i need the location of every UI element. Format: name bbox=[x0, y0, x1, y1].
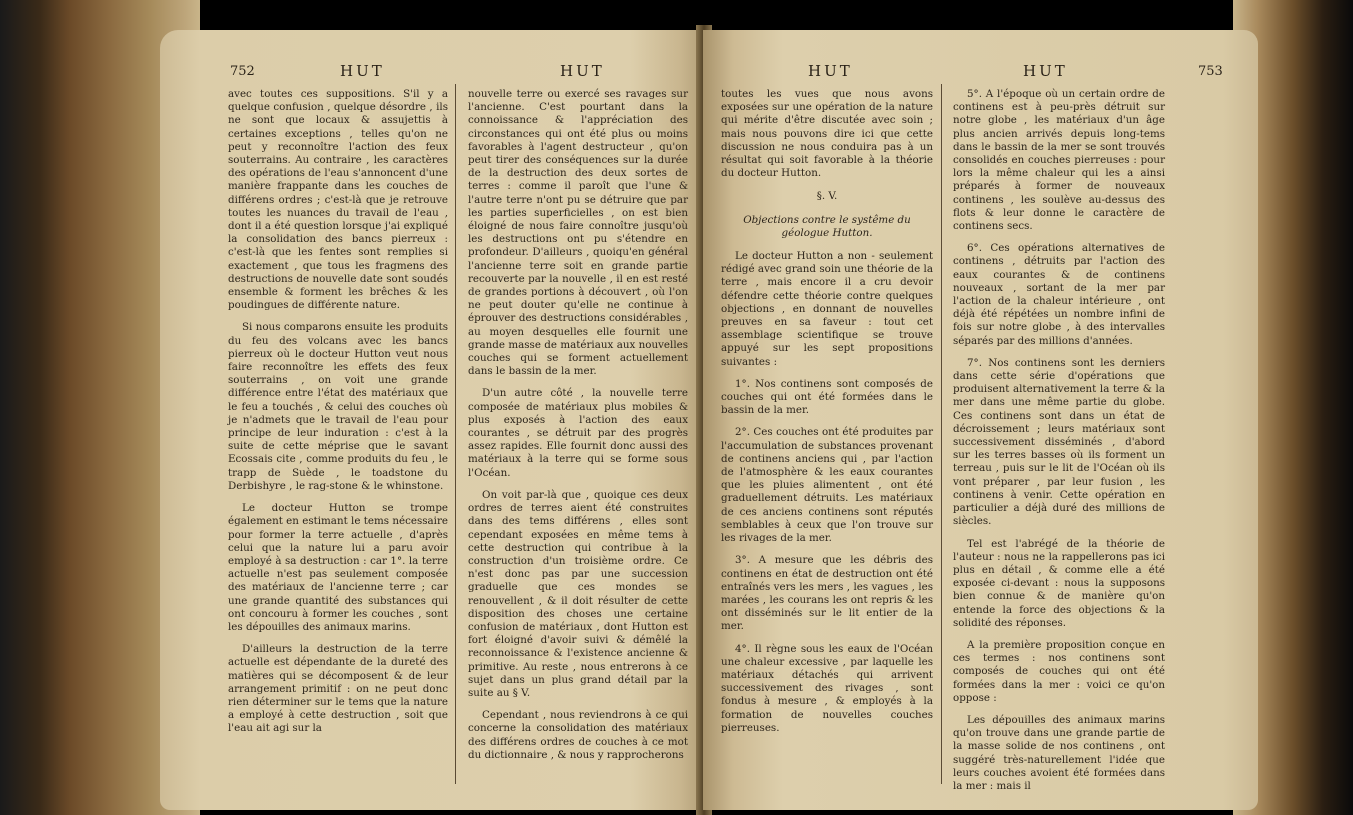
paragraph: D'ailleurs la destruction de la terre actuelle est dépendante de la dureté des matières qui se décomposent & de leur arrangement primitif : on ne peut donc rien déterminer sur le tems que la nature a employé à cette destruction , soit que l'eau ait agi sur la bbox=[228, 643, 448, 735]
left-page-column-2 bbox=[468, 88, 688, 771]
paragraph: Les dépouilles des animaux marins qu'on trouve dans une grande partie de la masse solide de nos continens , ont suggéré très-naturellement l'idée que leurs couches avoient été formées dans la mer : mais il bbox=[953, 713, 1165, 792]
paragraph: 2°. Ces couches ont été produites par l'accumulation de substances provenant de continens anciens qui , par l'action de l'atmosphère & les eaux courantes que les pluies alimentent , ont été graduellement détruits. Les matériaux de ces anciens continens sont réputés semblables à ceux que l'on trouve sur les rivages de la mer. bbox=[721, 426, 933, 545]
running-head-left-1: HUT bbox=[340, 62, 385, 80]
page-number-left: 752 bbox=[230, 64, 255, 79]
paragraph: 6°. Ces opérations alternatives de continens , détruits par l'action des eaux courantes & de continens nouveaux , sortant de la mer par l'action de la chaleur intérieure , ont déjà été répétées un nombre infini de fois sur notre globe , à des intervalles séparés par des millions d'années. bbox=[953, 242, 1165, 347]
section-heading: §. V. bbox=[816, 190, 838, 203]
paragraph: toutes les vues que nous avons exposées sur une opération de la nature qui mérite d'être discutée avec soin ; mais nous pouvons dire ici que cette discussion ne nous conduira pas à un résultat qui soit favorable à la théorie du docteur Hutton. bbox=[721, 88, 933, 180]
page-number-right: 753 bbox=[1198, 64, 1223, 79]
column-rule bbox=[941, 84, 942, 784]
right-page-column-2 bbox=[953, 88, 1165, 802]
right-page-column-1 bbox=[721, 88, 933, 744]
paragraph: Cependant , nous reviendrons à ce qui concerne la consolidation des matériaux des différens ordres de couches à ce mot du dictionnaire , & nous y rapprocherons bbox=[468, 709, 688, 761]
paragraph: nouvelle terre ou exercé ses ravages sur l'ancienne. C'est pourtant dans la connoissance & l'appréciation des circonstances qui ont été plus ou moins favorables à l'agent destructeur , qu'on peut tirer des conséquences sur la durée de la destruction des deux sortes de terres : comme il paroît que l'une & l'autre terre n'ont pu se détruire que par les parties superficielles , on est bien éloigné de nous faire connoître jusqu'où les destructions ont pu s'étendre en profondeur. D'ailleurs , quoiqu'en général l'ancienne terre soit en grande partie recouverte par la nouvelle , il en est resté de grandes portions à découvert , où l'on ne peut douter qu'elle ne continue à éprouver des destructions considérables , au moyen desquelles elle fournit une grande masse de matériaux aux nouvelles couches qui se forment actuellement dans le bassin de la mer. bbox=[468, 88, 688, 378]
paragraph: Le docteur Hutton a non - seulement rédigé avec grand soin une théorie de la terre , mais encore il a cru devoir défendre cette théorie contre quelques objections , en donnant de nouvelles preuves en sa faveur : tout cet assemblage scientifique se trouve appuyé sur les sept propositions suivantes : bbox=[721, 250, 933, 368]
paragraph: 3°. A mesure que les débris des continens en état de destruction ont été entraînés vers les mers , les vagues , les marées , les courans les ont repris & les ont disséminés sur le lit entier de la mer. bbox=[721, 554, 933, 633]
paragraph: avec toutes ces suppositions. S'il y a quelque confusion , quelque désordre , ils ne sont que locaux & assujettis à certaines exceptions , telles qu'on ne peut y reconnoître l'action des feux souterrains. Au contraire , les caractères des opérations de l'eau s'annoncent d'une manière frappante dans les couches de différens ordres ; c'est-là que je retrouve toutes les nuances du travail de l'eau , dont il a été question lorsque j'ai expliqué la consolidation des bancs pierreux : c'est-là que les fentes sont remplies si exactement , que tous les fragmens des destructions de nouvelle date sont soudés ensemble & forment les brêches & les poudingues de différente nature. bbox=[228, 88, 448, 312]
paragraph: 7°. Nos continens sont les derniers dans cette série d'opérations que produisent alternativement la terre & la mer dans une même partie du globe. Ces continens sont dans un état de décroissement ; leurs matériaux sont successivement disséminés , d'abord sur les terres basses où ils forment un terreau , puis sur le lit de l'Océan où ils vont préparer , par leur fusion , les continens à venir. Cette opération en particulier a déjà duré des millions de siècles. bbox=[953, 356, 1165, 528]
paragraph: A la première proposition conçue en ces termes : nos continens sont composés de couches qui ont été formées dans la mer : voici ce qu'on oppose : bbox=[953, 638, 1165, 704]
running-head-left-2: HUT bbox=[560, 62, 605, 80]
background-shadow bbox=[0, 0, 1353, 30]
left-page bbox=[160, 30, 705, 810]
running-head-right-2: HUT bbox=[1023, 62, 1068, 80]
paragraph: Le docteur Hutton se trompe également en estimant le tems nécessaire pour former la terre actuelle , d'après celui que la nature lui a paru avoir employé à sa destruction : car 1°. la terre actuelle n'est pas seulement composée des matériaux de l'ancienne terre ; car une grande quantité des substances qui ont concouru à former les couches , sont les dépouilles des animaux marins. bbox=[228, 502, 448, 633]
section-title: Objections contre le systême du géologue Hutton. bbox=[743, 213, 911, 239]
left-page-column-1 bbox=[228, 88, 448, 745]
paragraph: On voit par-là que , quoique ces deux ordres de terres aient été construites dans des tems différens , elles sont cependant exposées en même tems à cette destruction qui contribue à la construction d'un troisième ordre. Ce n'est donc pas par une succession graduelle que ces mondes se renouvellent , & il doit résulter de cette disposition des choses une certaine confusion de matériaux , dont Hutton est fort éloigné d'avoir suivi & démêlé la reconnoissance & l'existence ancienne & primitive. Au reste , nous entrerons à ce sujet dans un plus grand détail par la suite au § V. bbox=[468, 488, 688, 699]
right-page bbox=[703, 30, 1258, 810]
paragraph: Si nous comparons ensuite les produits du feu des volcans avec les bancs pierreux où le docteur Hutton veut nous faire reconnoître les effets des feux souterrains , on voit une grande différence entre l'état des matériaux que le feu a touchés , & celui des couches où je n'admets que le travail de l'eau pour principe de leur induration : c'est à la suite de cette méprise que le savant Ecossais cite , comme produits du feu , le trapp de Suède , le toadstone du Derbishyre , le rag-stone & le whinstone. bbox=[228, 321, 448, 492]
paragraph: D'un autre côté , la nouvelle terre composée de matériaux plus mobiles & plus exposés à l'action des eaux courantes , se détruit par des progrès assez rapides. Elle fournit donc aussi des matériaux à la terre qui se forme sous l'Océan. bbox=[468, 387, 688, 479]
running-head-right-1: HUT bbox=[808, 62, 853, 80]
paragraph: 1°. Nos continens sont composés de couches qui ont été formées dans le bassin de la mer. bbox=[721, 377, 933, 417]
paragraph: Tel est l'abrégé de la théorie de l'auteur : nous ne la rappellerons pas ici plus en détail , & comme elle a été exposée ci-devant : nous la supposons bien connue & de manière qu'on entende la force des objections & la solidité des réponses. bbox=[953, 537, 1165, 629]
paragraph: 4°. Il règne sous les eaux de l'Océan une chaleur excessive , par laquelle les matériaux détachés qui arrivent successivement des rivages , sont fondus à mesure , & employés à la formation de nouvelles couches pierreuses. bbox=[721, 642, 933, 734]
column-rule bbox=[455, 84, 456, 784]
paragraph: 5°. A l'époque où un certain ordre de continens est à peu-près détruit sur notre globe , les matériaux d'un âge plus ancien arrivés depuis long-tems dans le bassin de la mer se sont trouvés consolidés en couches pierreuses : pour lors la même chaleur qui les a ainsi préparés à former de nouveaux continens , les soulève au-dessus des flots & leur donne le caractère de continens secs. bbox=[953, 88, 1165, 233]
